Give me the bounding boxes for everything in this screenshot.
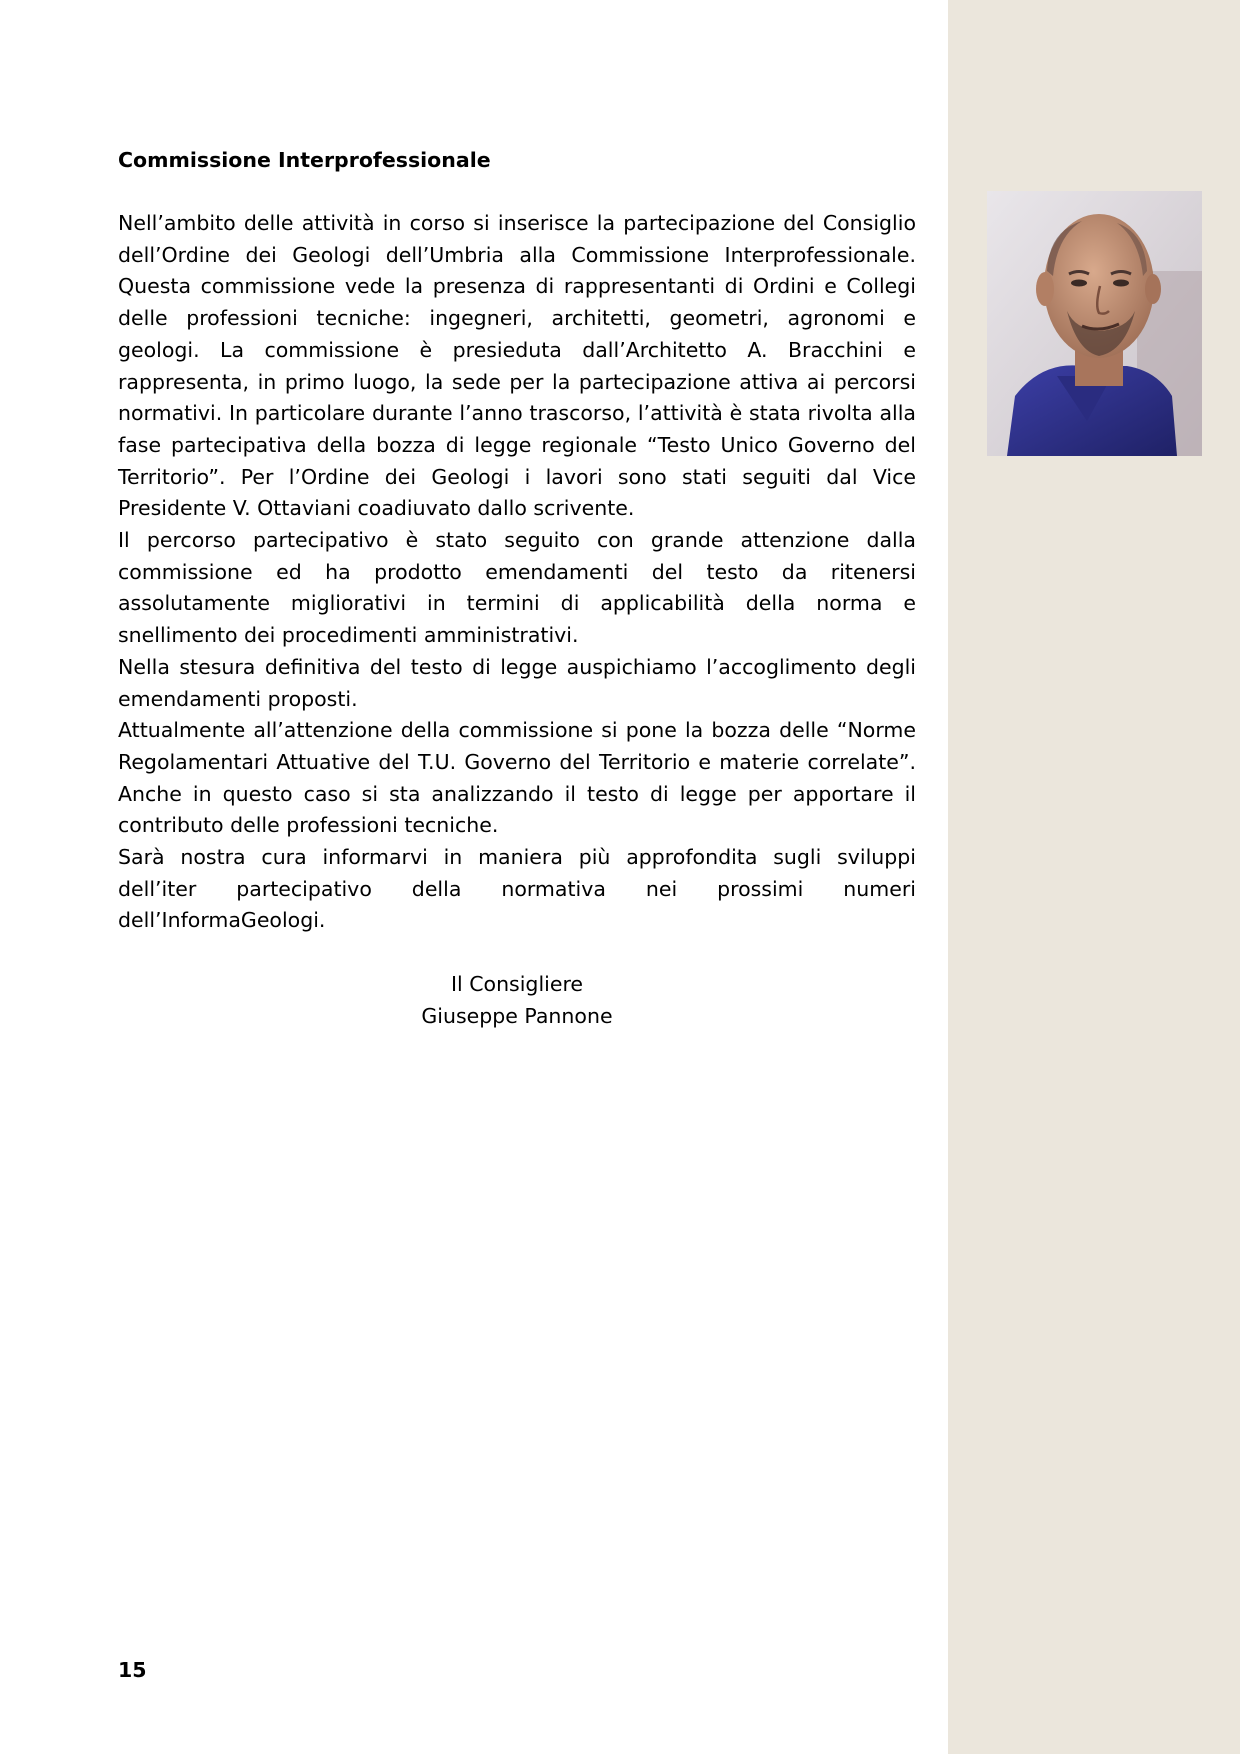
paragraph-percorso: Il percorso partecipativo è stato seguito con grande attenzione dalla commissione ed ha prodotto emendamenti del testo da ritenersi assolutamente migliorativi in termini di applicabilità della norma e snellimento dei procedimenti amministrativi.	[118, 528, 916, 648]
page-number: 15	[118, 1658, 147, 1682]
paragraph-attualmente: Attualmente all’attenzione della commissione si pone la bozza delle “Norme Regolamentari Attuative del T.U. Governo del Territorio e materie correlate”. Anche in questo caso si sta analizzando il testo di legge per apportare il contributo delle professioni tecniche.	[118, 718, 916, 838]
portrait-photo	[987, 191, 1202, 456]
paragraph-intro: Nell’ambito delle attività in corso si inserisce la partecipazione del Consiglio dell’Ordine dei Geologi dell’Umbria alla Commissione Interprofessionale. Questa commissione vede la presenza di rappresentanti di Ordini e Collegi delle professioni tecniche: ingegneri, architetti, geometri, agronomi e geologi. La commissione è presieduta dall’Architetto A. Bracchini e rappresenta, in primo luogo, la sede per la partecipazione attiva ai percorsi normativi. In particolare durante l’anno trascorso, l’attività è stata rivolta alla fase partecipativa della bozza di legge regionale “Testo Unico Governo del Territorio”. Per l’Ordine dei Geologi i lavori sono stati seguiti dal Vice Presidente V. Ottaviani coadiuvato dallo scrivente.	[118, 211, 916, 521]
article-body	[118, 146, 916, 1032]
signature-role: Il Consigliere	[450, 971, 584, 996]
signature-name: Giuseppe Pannone	[421, 1003, 613, 1028]
paragraph-stesura: Nella stesura definitiva del testo di legge auspichiamo l’accoglimento degli emendamenti proposti.	[118, 654, 916, 711]
paragraph-closing: Sarà nostra cura informarvi in maniera più approfondita sugli sviluppi dell’iter partecipativo della normativa nei prossimi numeri dell’InformaGeologi.	[118, 845, 916, 933]
signature-block	[118, 969, 916, 1032]
article-heading: Commissione Interprofessionale	[118, 148, 491, 172]
